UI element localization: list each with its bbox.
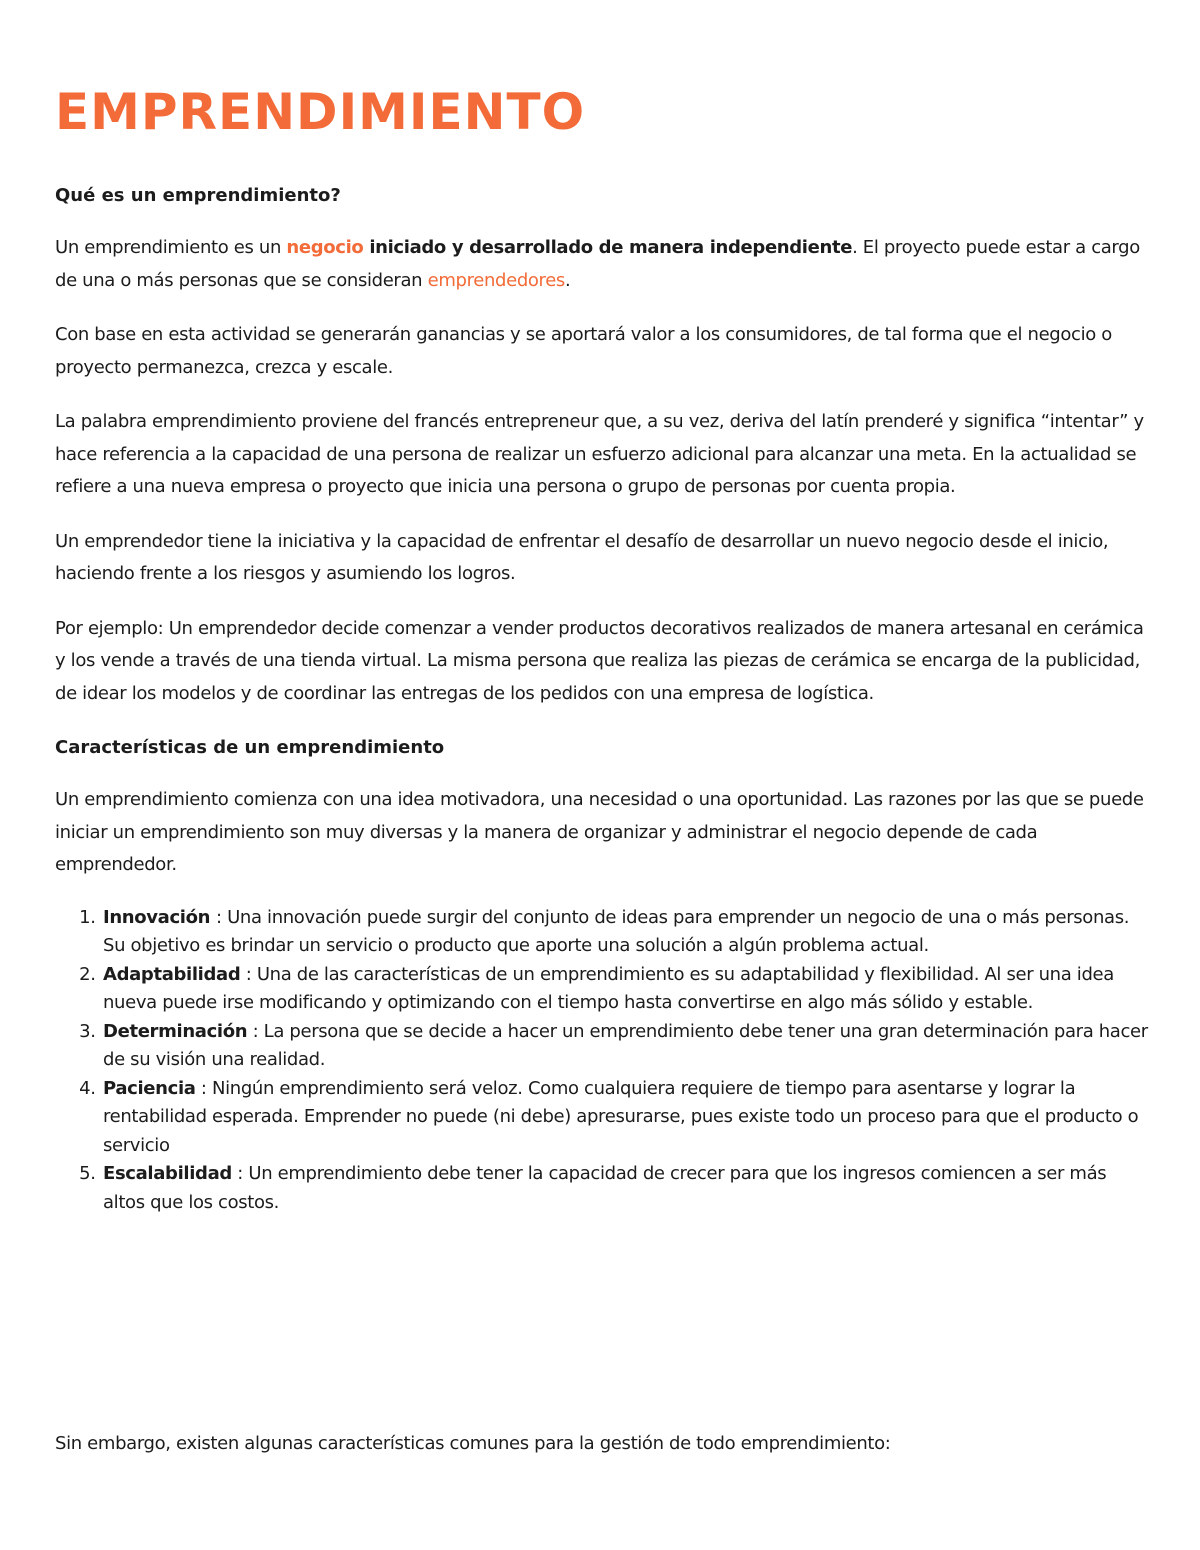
negocio-link[interactable]: negocio	[286, 237, 364, 258]
paragraph-ejemplo: Por ejemplo: Un emprendedor decide comenzar a vender productos decorativos realizados de manera artesanal en cerámica y los vende a través de una tienda virtual. La misma persona que realiza las piezas de cerámica se encarga de la publicidad, de idear los modelos y de coordinar las entregas de los pedidos con una empresa de logística.	[55, 617, 1144, 704]
emprendedores-link[interactable]: emprendedores	[427, 269, 565, 291]
list-item-text: : Una innovación puede surgir del conjunto de ideas para emprender un negocio de una o más personas. Su objetivo es brindar un servicio o producto que aporte una solución a algún problema actual.	[103, 906, 1130, 956]
list-item	[101, 1160, 1150, 1217]
list-item-text: : La persona que se decide a hacer un emprendimiento debe tener una gran determinación para hacer de su visión una realidad.	[103, 1020, 1148, 1070]
section-heading-caracteristicas: Características de un emprendimiento	[55, 737, 445, 758]
paragraph-emprendedor: Un emprendedor tiene la iniciativa y la capacidad de enfrentar el desafío de desarrollar un nuevo negocio desde el inicio, haciendo frente a los riesgos y asumiendo los logros.	[55, 530, 1109, 584]
definition-text-start: Un emprendimiento es un	[55, 237, 287, 258]
list-item-text: : Ningún emprendimiento será veloz. Como cualquiera requiere de tiempo para asentarse y lograr la rentabilidad esperada. Emprender no puede (ni debe) apresurarse, pues existe todo un proceso para que el producto o servicio	[103, 1077, 1139, 1156]
list-item	[101, 1018, 1150, 1075]
paragraph-ganancias: Con base en esta actividad se generarán ganancias y se aportará valor a los consumidores, de tal forma que el negocio o proyecto permanezca, crezca y escale.	[55, 324, 1112, 378]
list-item	[101, 1075, 1150, 1161]
paragraph-closing: Sin embargo, existen algunas características comunes para la gestión de todo emprendimiento:	[55, 1433, 891, 1454]
list-item-term: Paciencia	[103, 1077, 196, 1099]
paragraph-definition	[55, 232, 1150, 297]
document-page	[55, 80, 1150, 1454]
list-item-term: Adaptabilidad	[103, 963, 241, 985]
list-item-text: : Una de las características de un emprendimiento es su adaptabilidad y flexibilidad. Al ser una idea nueva puede irse modificando y optimizando con el tiempo hasta convertirse en algo más sólido y estable.	[103, 963, 1114, 1013]
list-item-term: Escalabilidad	[103, 1163, 232, 1184]
paragraph-etimologia: La palabra emprendimiento proviene del francés entrepreneur que, a su vez, deriva del latín prenderé y significa “intentar” y hace referencia a la capacidad de una persona de realizar un esfuerzo adicional para alcanzar una meta. En la actualidad se refiere a una nueva empresa o proyecto que inicia una persona o grupo de personas por cuenta propia.	[55, 411, 1144, 497]
definition-text-end: .	[564, 269, 571, 291]
list-item-text: : Un emprendimiento debe tener la capacidad de crecer para que los ingresos comiencen a ser más altos que los costos.	[103, 1163, 1107, 1213]
definition-bold-text: iniciado y desarrollado de manera independiente	[363, 237, 853, 258]
list-item	[101, 961, 1150, 1018]
characteristics-list	[55, 904, 1150, 1218]
list-item	[101, 904, 1150, 961]
list-item-term: Innovación	[103, 906, 217, 928]
definition-text-middle: . El proyecto puede estar a cargo de una o más personas que se consideran	[55, 237, 1140, 291]
list-item-term: Determinación	[103, 1020, 248, 1042]
document-title: EMPRENDIMIENTO	[55, 83, 586, 141]
paragraph-caracteristicas-intro: Un emprendimiento comienza con una idea motivadora, una necesidad o una oportunidad. Las razones por las que se puede iniciar un emprendimiento son muy diversas y la manera de organizar y administrar el negocio depende de cada emprendedor.	[55, 789, 1144, 875]
section-heading-que-es: Qué es un emprendimiento?	[55, 185, 341, 206]
